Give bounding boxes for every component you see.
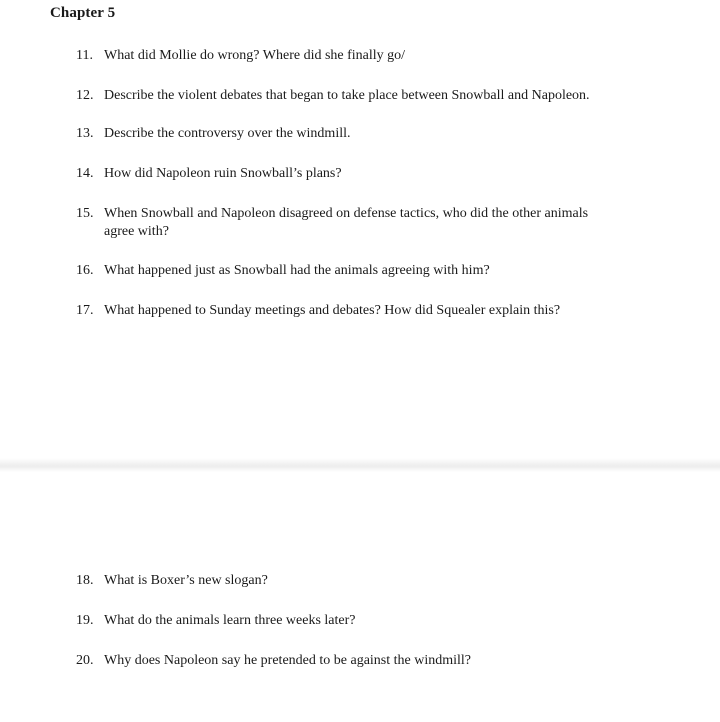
question-text: When Snowball and Napoleon disagreed on defense tactics, who did the other animals <box>104 206 589 221</box>
question-13 <box>76 125 706 143</box>
question-number: 11. <box>76 48 93 63</box>
question-15 <box>76 205 706 241</box>
question-text: What do the animals learn three weeks later? <box>104 613 356 628</box>
question-number: 16. <box>76 263 94 278</box>
question-text: What did Mollie do wrong? Where did she finally go/ <box>104 48 406 63</box>
question-text: Why does Napoleon say he pretended to be against the windmill? <box>104 653 472 668</box>
question-text: Describe the controversy over the windmill. <box>104 126 351 141</box>
question-12 <box>76 87 706 105</box>
question-text: How did Napoleon ruin Snowball’s plans? <box>104 166 342 181</box>
question-number: 14. <box>76 166 94 181</box>
question-number: 15. <box>76 206 94 221</box>
question-18 <box>76 572 706 590</box>
question-number: 18. <box>76 573 94 588</box>
question-number: 13. <box>76 126 94 141</box>
question-20 <box>76 652 706 670</box>
question-number: 20. <box>76 653 94 668</box>
question-number: 19. <box>76 613 94 628</box>
question-number: 12. <box>76 88 94 103</box>
question-text-continued: agree with? <box>104 224 169 239</box>
question-14 <box>76 165 706 183</box>
question-19 <box>76 612 706 630</box>
question-text: What happened just as Snowball had the animals agreeing with him? <box>104 263 490 278</box>
page-divider <box>0 458 720 472</box>
question-text: Describe the violent debates that began to take place between Snowball and Napoleon. <box>104 88 590 103</box>
question-number: 17. <box>76 303 94 318</box>
question-16 <box>76 262 706 280</box>
question-text: What is Boxer’s new slogan? <box>104 573 268 588</box>
question-text: What happened to Sunday meetings and debates? How did Squealer explain this? <box>104 303 561 318</box>
question-17 <box>76 302 706 320</box>
chapter-title: Chapter 5 <box>50 5 116 21</box>
question-11 <box>76 47 706 65</box>
